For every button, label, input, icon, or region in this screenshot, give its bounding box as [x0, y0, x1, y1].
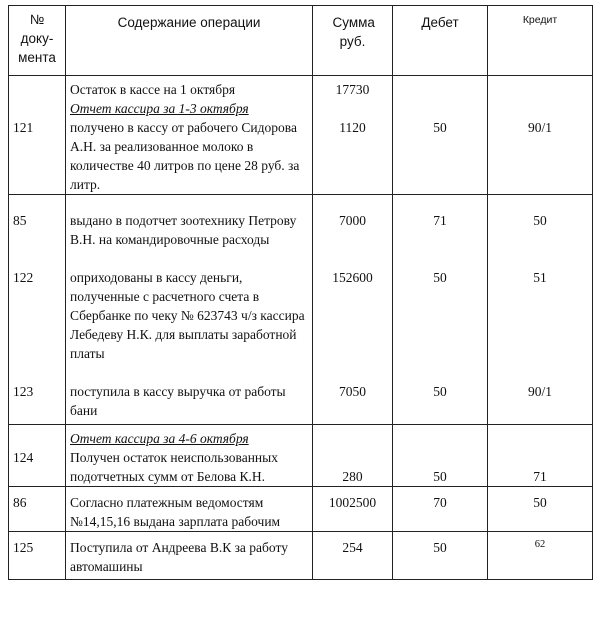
- cash-ledger-table: [8, 5, 593, 580]
- debit-cell: 70: [393, 487, 488, 532]
- table-row: [9, 363, 593, 425]
- credit-cell: 51: [488, 249, 593, 363]
- doc-number-cell: 124: [9, 425, 66, 487]
- credit-cell: 90/1: [488, 363, 593, 425]
- amount-cell: 280: [313, 425, 393, 487]
- description-cell: поступила в кассу выручка от работы бани: [66, 363, 313, 425]
- operation-text: получено в кассу от рабочего Сидорова А.Н. за реализованное молоко в количестве 40 литров по цене 28 руб. за литр.: [70, 120, 300, 192]
- amount-cell: 254: [313, 532, 393, 580]
- amount-cell: 7050: [313, 363, 393, 425]
- amount-cell: 7000: [313, 195, 393, 250]
- table-row: [9, 249, 593, 363]
- doc-number-cell: 122: [9, 249, 66, 363]
- doc-number-cell: 85: [9, 195, 66, 250]
- header-amount: Сумма руб.: [313, 6, 393, 76]
- description-cell: выдано в подотчет зоотехнику Петрову В.Н. на командировочные расходы: [66, 195, 313, 250]
- table-row: [9, 532, 593, 580]
- debit-cell: 50: [393, 532, 488, 580]
- credit-cell: 50: [488, 487, 593, 532]
- description-cell: Согласно платежным ведомостям №14,15,16 выдана зарплата рабочим: [66, 487, 313, 532]
- opening-balance-text: Остаток в кассе на 1 октября: [70, 82, 236, 97]
- header-description: Содержание операции: [66, 6, 313, 76]
- report-title: Отчет кассира за 4-6 октября: [70, 431, 249, 446]
- credit-cell: 71: [488, 425, 593, 487]
- table-row: [9, 76, 593, 195]
- amount-cell: 1002500: [313, 487, 393, 532]
- opening-amount: 17730: [335, 82, 370, 97]
- credit-cell: 90/1: [488, 76, 593, 195]
- doc-number-cell: 125: [9, 532, 66, 580]
- header-row: [9, 6, 593, 76]
- doc-number-cell: 123: [9, 363, 66, 425]
- doc-number-cell: 86: [9, 487, 66, 532]
- debit-cell: 50: [393, 363, 488, 425]
- report-title: Отчет кассира за 1-3 октября: [70, 101, 249, 116]
- header-credit: Кредит: [488, 6, 593, 76]
- debit-cell: 50: [393, 76, 488, 195]
- credit-cell: 62: [488, 532, 593, 580]
- header-doc-number: № доку-мента: [9, 6, 66, 76]
- debit-cell: 50: [393, 249, 488, 363]
- description-cell: [66, 76, 313, 195]
- doc-number-cell: 121: [9, 76, 66, 195]
- debit-cell: 50: [393, 425, 488, 487]
- description-cell: Поступила от Андреева В.К за работу автомашины: [66, 532, 313, 580]
- operation-text: Получен остаток неиспользованных подотчетных сумм от Белова К.Н.: [70, 450, 278, 484]
- table-row: [9, 487, 593, 532]
- debit-cell: 71: [393, 195, 488, 250]
- amount-cell: 152600: [313, 249, 393, 363]
- description-cell: [66, 425, 313, 487]
- description-cell: оприходованы в кассу деньги, полученные с расчетного счета в Сбербанке по чеку № 623743 ч/з кассира Лебедеву Н.К. для выплаты заработной платы: [66, 249, 313, 363]
- table-row: [9, 195, 593, 250]
- amount-cell: 17730 1120: [313, 76, 393, 195]
- table-row: [9, 425, 593, 487]
- credit-cell: 50: [488, 195, 593, 250]
- header-debit: Дебет: [393, 6, 488, 76]
